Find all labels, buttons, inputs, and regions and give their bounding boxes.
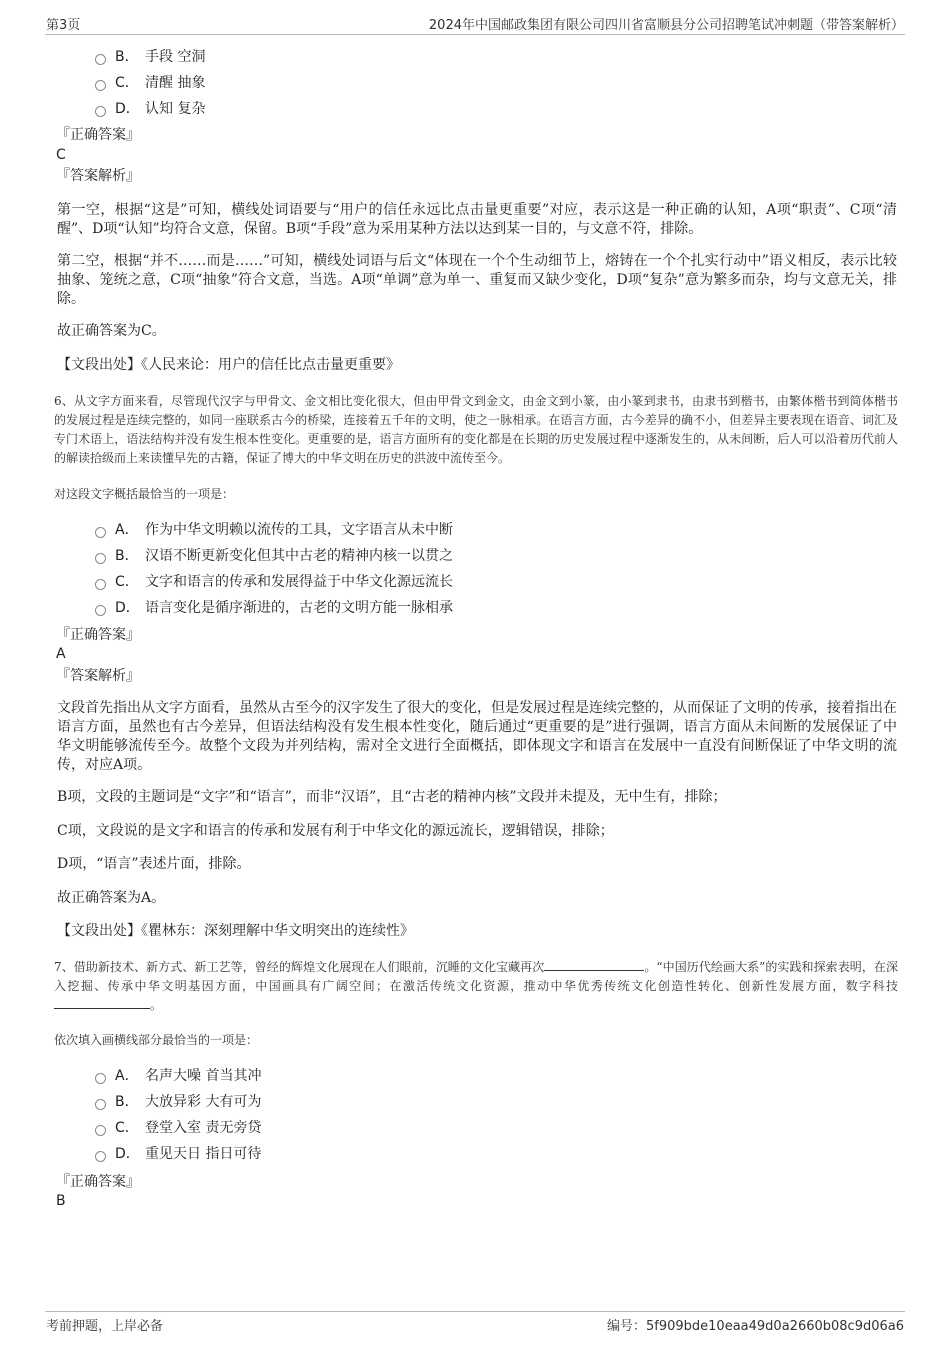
footer-slogan: 考前押题，上岸必备 [46, 1319, 164, 1334]
q6-analysis-conclusion: 故正确答案为A。 [57, 890, 166, 906]
q7-prompt: 依次填入画横线部分最恰当的一项是： [54, 1033, 259, 1047]
q6-correct-answer: A [56, 646, 66, 662]
q5-analysis-label: 『答案解析』 [56, 168, 140, 184]
q5-analysis-p1: 第一空，根据“这是”可知，横线处词语要与“用户的信任永远比点击量更重要”对应，表示这是一种正确的认知，A项“职责”、C项“清醒”、D项“认知”均符合文意，保留。B项“手段”意为采用某种方法以达到某一目的，与文意不符，排除。 [57, 202, 897, 237]
footer-divider [45, 1311, 905, 1312]
q6-option-a[interactable]: A． 作为中华文明赖以流传的工具，文字语言从未中断 [95, 520, 453, 540]
radio-icon[interactable] [95, 106, 106, 117]
q5-correct-label: 『正确答案』 [56, 127, 140, 143]
radio-icon[interactable] [95, 1125, 106, 1136]
radio-icon[interactable] [95, 80, 106, 91]
q6-option-c[interactable]: C． 文字和语言的传承和发展得益于中华文化源远流长 [95, 572, 453, 592]
q6-source: 【文段出处】《瞿林东：深刻理解中华文明突出的连续性》 [57, 923, 414, 939]
q5-correct-answer: C [56, 147, 66, 163]
q7-correct-label: 『正确答案』 [56, 1174, 140, 1190]
q5-option-c[interactable]: C． 清醒 抽象 [95, 73, 205, 93]
q6-correct-label: 『正确答案』 [56, 627, 140, 643]
radio-icon[interactable] [95, 1151, 106, 1162]
radio-icon[interactable] [95, 1073, 106, 1084]
q7-option-b[interactable]: B． 大放异彩 大有可为 [95, 1092, 261, 1112]
q6-option-b[interactable]: B． 汉语不断更新变化但其中古老的精神内核一以贯之 [95, 546, 453, 566]
q5-analysis-conclusion: 故正确答案为C。 [57, 323, 166, 339]
fill-blank-2 [54, 996, 150, 1009]
radio-icon[interactable] [95, 579, 106, 590]
page-number: 第3页 [46, 18, 81, 33]
radio-icon[interactable] [95, 527, 106, 538]
radio-icon[interactable] [95, 1099, 106, 1110]
q5-option-b[interactable]: B． 手段 空洞 [95, 47, 205, 67]
q5-analysis-p2: 第二空，根据“并不……而是……”可知，横线处词语与后文“体现在一个个生动细节上，熔铸在一个个扎实行动中”语义相反，表示比较抽象、笼统之意，C项“抽象”符合文意，当选。A项“单调”意为单一、重复而又缺少变化，D项“复杂”意为繁多而杂，均与文意无关，排除。 [57, 253, 897, 307]
q6-analysis-p2: B项，文段的主题词是“文字”和“语言”，而非“汉语”，且“古老的精神内核”文段并未提及，无中生有，排除； [57, 789, 727, 805]
q7-option-d[interactable]: D． 重见天日 指日可待 [95, 1144, 261, 1164]
document-code: 编号：5f909bde10eaa49d0a2660b08c9d06a6 [607, 1319, 904, 1334]
radio-icon[interactable] [95, 605, 106, 616]
document-title: 2024年中国邮政集团有限公司四川省富顺县分公司招聘笔试冲刺题（带答案解析） [428, 18, 904, 33]
header-divider [45, 34, 905, 35]
radio-icon[interactable] [95, 54, 106, 65]
q5-source: 【文段出处】《人民来论：用户的信任比点击量更重要》 [57, 357, 400, 373]
radio-icon[interactable] [95, 553, 106, 564]
q7-option-a[interactable]: A． 名声大噪 首当其冲 [95, 1066, 261, 1086]
fill-blank-1 [544, 958, 644, 971]
q6-analysis-label: 『答案解析』 [56, 668, 140, 684]
q6-prompt: 对这段文字概括最恰当的一项是： [54, 487, 235, 501]
q7-correct-answer: B [56, 1193, 66, 1209]
q6-analysis-p1: 文段首先指出从文字方面看，虽然从古至今的汉字发生了很大的变化，但是发展过程是连续完整的，从而保证了文明的传承，接着指出在语言方面，虽然也有古今差异，但语法结构没有发生根本性变化，随后通过“更重要的是”进行强调，语言方面从未间断的发展保证了中华文明能够流传至今。故整个文段为并列结构，需对全文进行全面概括，即体现文字和语言在发展中一直没有间断保证了中华文明的流传，对应A项。 [57, 700, 897, 773]
q7-stem: 7、借助新技术、新方式、新工艺等，曾经的辉煌文化展现在人们眼前，沉睡的文化宝藏再次 。“中国历代绘画大系”的实践和探索表明，在深入挖掘、传承中华文明基因方面，中国画具有广阔空间；在激活传统文化资源，推动中华优秀传统文化创造性转化、创新性发展方面，数字科技。 [54, 960, 898, 1012]
q6-analysis-p4: D项，“语言”表述片面，排除。 [57, 856, 251, 872]
q6-analysis-p3: C项，文段说的是文字和语言的传承和发展有利于中华文化的源远流长，逻辑错误，排除； [57, 823, 614, 839]
q6-option-d[interactable]: D． 语言变化是循序渐进的，古老的文明方能一脉相承 [95, 598, 453, 618]
q6-stem: 6、从文字方面来看，尽管现代汉字与甲骨文、金文相比变化很大，但由甲骨文到金文，由金文到小篆，由小篆到隶书，由隶书到楷书，由繁体楷书到简体楷书的发展过程是连续完整的，如同一座联系古今的桥梁，连接着五千年的文明，使之一脉相承。在语言方面，古今差异的确不小，但差异主要表现在语音、词汇及专门术语上，语法结构并没有发生根本性变化。更重要的是，语言方面所有的变化都是在长期的历史发展过程中逐渐发生的，从未间断，后人可以沿着历代前人的解读拾级而上来读懂早先的古籍，保证了博大的中华文明在历史的洪波中流传至今。 [54, 394, 898, 465]
q5-option-d[interactable]: D． 认知 复杂 [95, 99, 205, 119]
q7-option-c[interactable]: C． 登堂入室 责无旁贷 [95, 1118, 261, 1138]
